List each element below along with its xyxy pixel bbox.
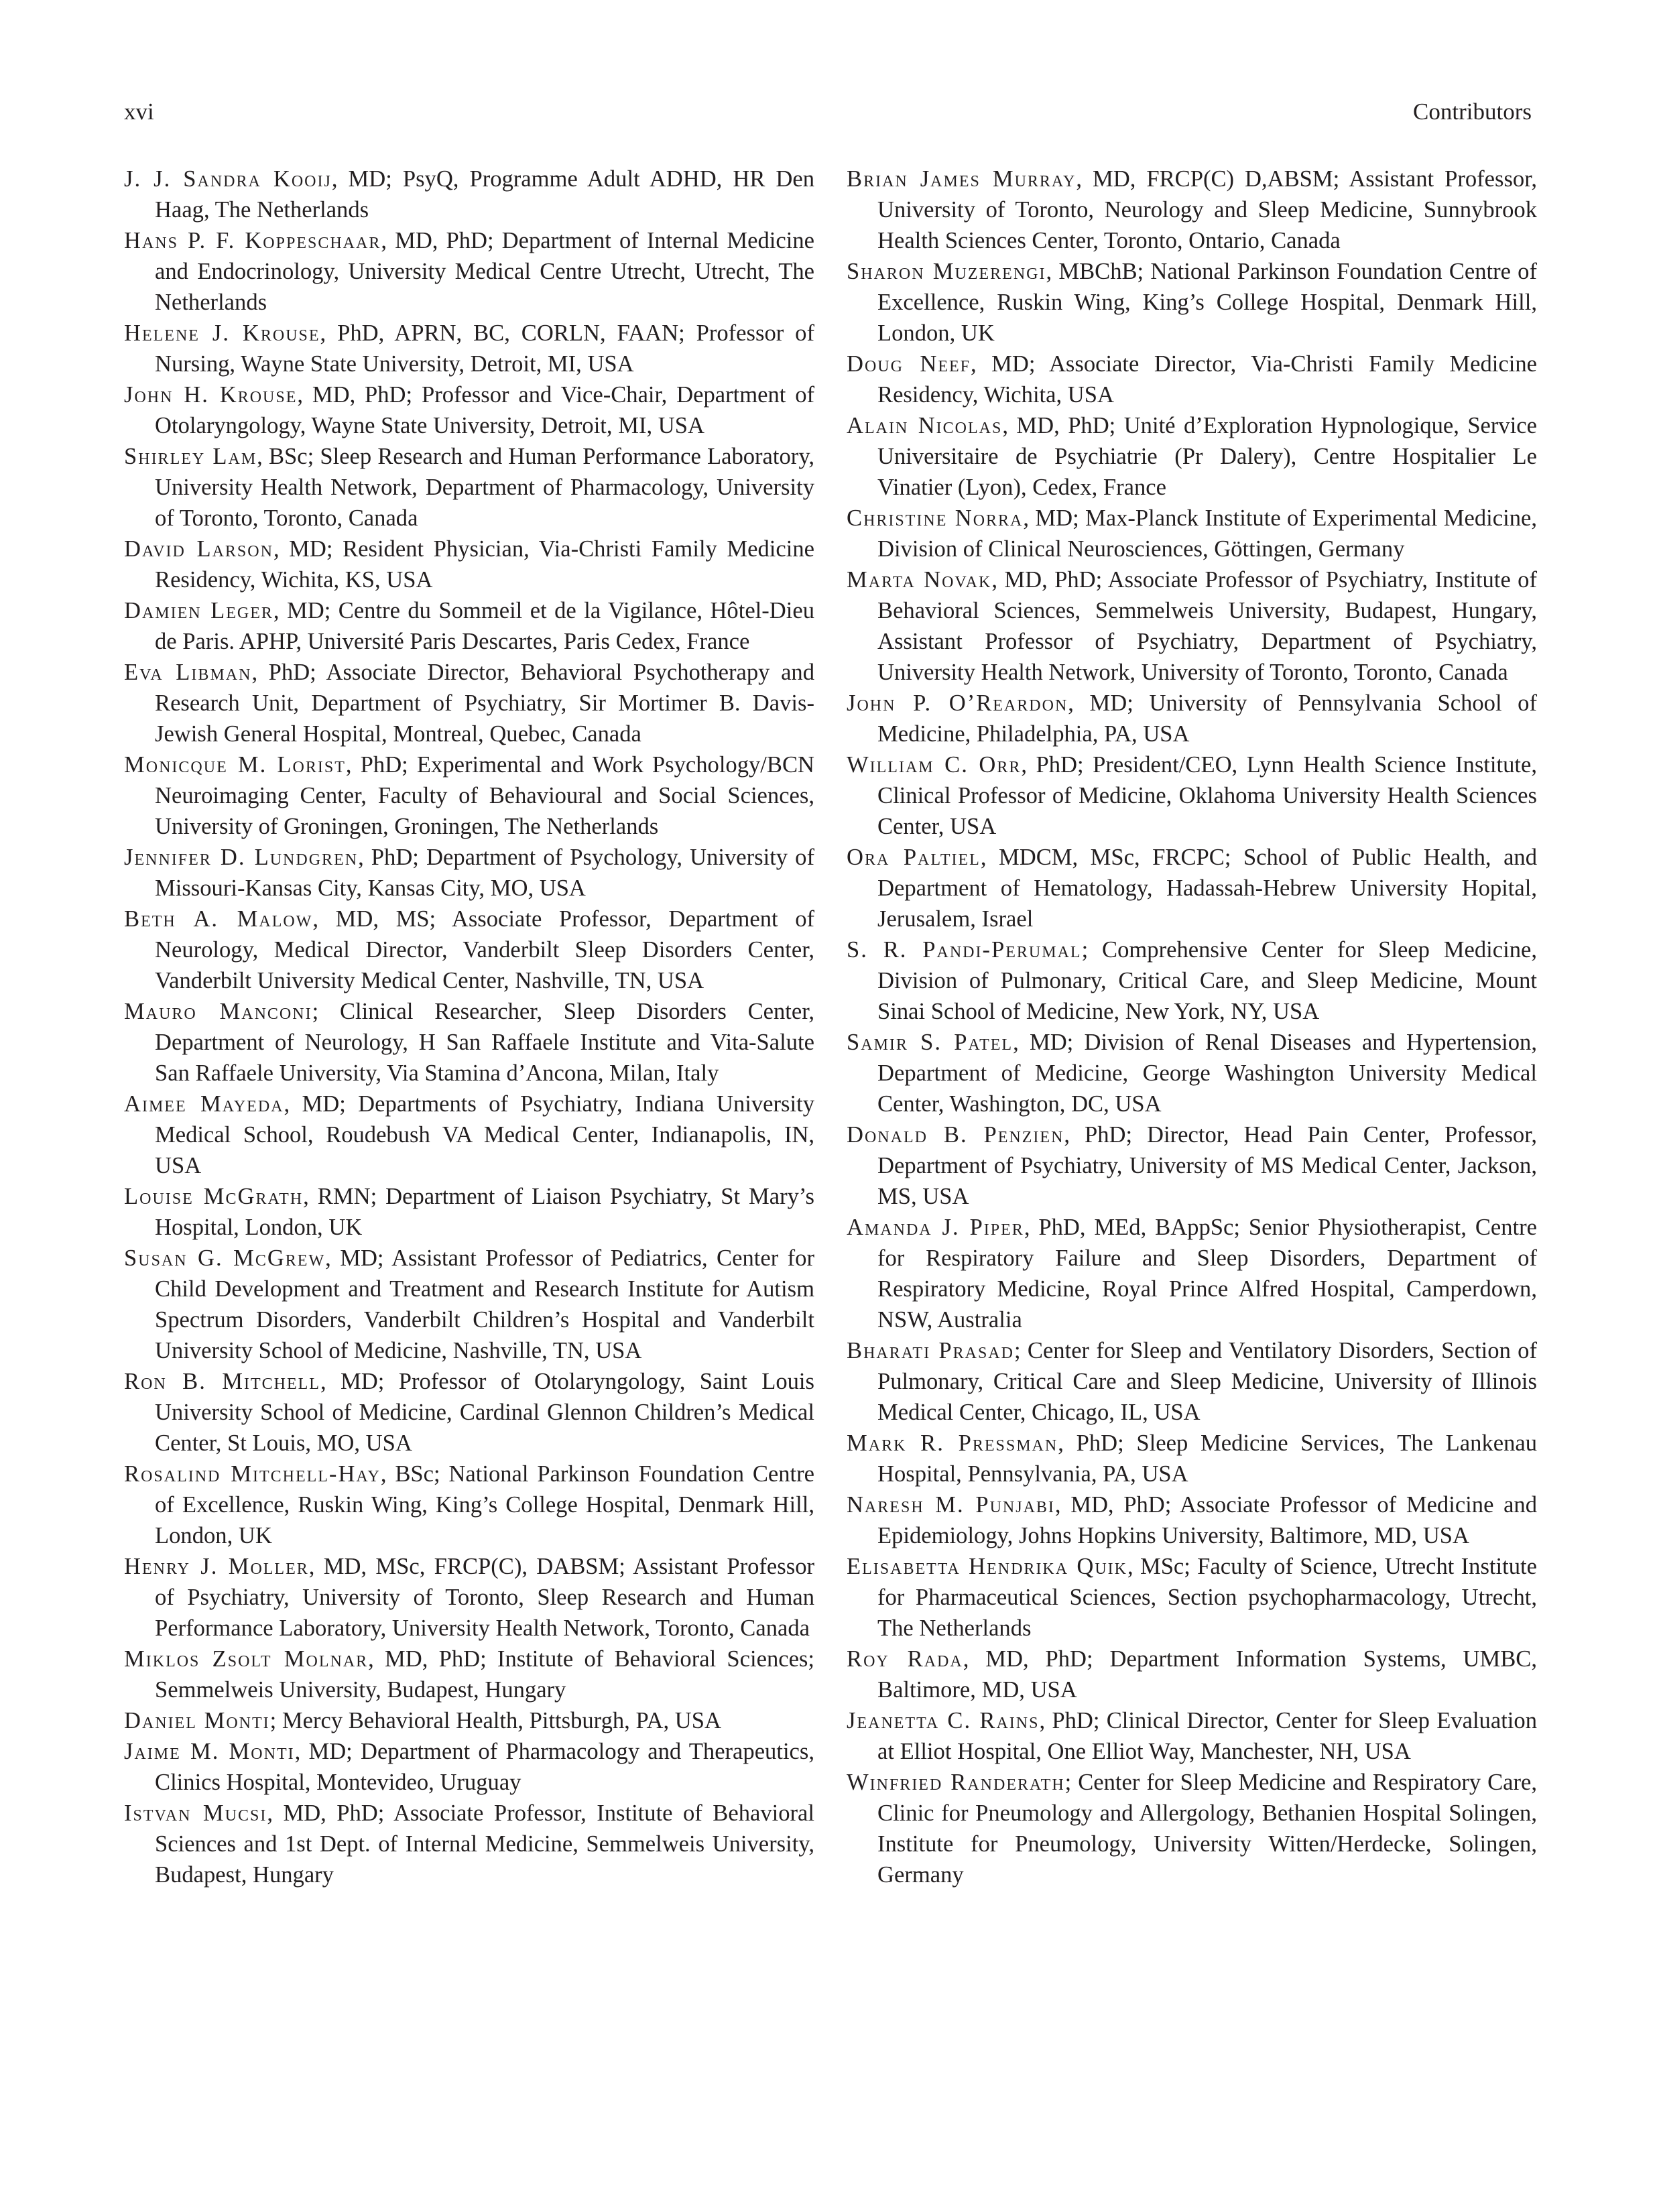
contributor-entry [847,564,1537,688]
contributor-name: Damien Leger [124,598,273,623]
contributor-entry [124,441,814,534]
contributor-entry [124,1644,814,1705]
page-number: xvi [124,99,154,125]
contributor-name: Donald B. Penzien [847,1122,1064,1148]
contributor-entry [124,1243,814,1366]
contributor-affiliation: , MD, PhD; Associate Professor of Medicine and Epidemiology, Johns Hopkins University, Baltimore, MD, USA [877,1492,1537,1548]
contributor-entry [847,934,1537,1027]
contributor-affiliation: , BSc; Sleep Research and Human Performance Laboratory, University Health Network, Department of Pharmacology, University of Toronto, Toronto, Canada [155,444,815,531]
contributor-name: Alain Nicolas [847,413,1003,438]
contributor-entry [847,1489,1537,1551]
contributor-name: Ron B. Mitchell [124,1369,320,1394]
contributor-name: Hans P. F. Koppeschaar [124,228,381,253]
contributor-entry [847,749,1537,842]
contributor-entry [847,842,1537,934]
contributor-name: Mauro Manconi [124,999,312,1024]
contributor-entry [847,256,1537,349]
contributor-name: John P. O’Reardon [847,690,1068,716]
contributor-name: Jeanetta C. Rains [847,1708,1040,1733]
contributor-affiliation: , PhD; Clinical Director, Center for Sleep Evaluation at Elliot Hospital, One Elliot Way, Manchester, NH, USA [877,1708,1537,1764]
contributor-name: Monicque M. Lorist [124,752,346,778]
contributor-entry [847,1644,1537,1705]
contributor-affiliation: , PhD, APRN, BC, CORLN, FAAN; Professor of Nursing, Wayne State University, Detroit, MI, USA [155,320,814,377]
contributor-name: Henry J. Moller [124,1554,309,1579]
contributor-entry [847,1119,1537,1212]
contributor-entry [124,225,814,318]
contributor-affiliation: , PhD; Director, Head Pain Center, Professor, Department of Psychiatry, University of MS Medical Center, Jackson, MS, USA [877,1122,1537,1209]
contributor-entry [124,996,814,1089]
contributor-name: Roy Rada [847,1646,963,1672]
contributors-left-column [124,164,814,1890]
contributor-affiliation: , MD; Resident Physician, Via-Christi Family Medicine Residency, Wichita, KS, USA [155,536,815,593]
contributor-name: Louise McGrath [124,1184,304,1209]
contributor-entry [124,657,814,749]
contributor-entry [847,503,1537,564]
contributor-entry [124,1798,814,1890]
contributor-name: Amanda J. Piper [847,1215,1024,1240]
contributor-affiliation: ; Center for Sleep and Ventilatory Disorders, Section of Pulmonary, Critical Care and Sleep Medicine, University of Illinois Medical Center, Chicago, IL, USA [877,1338,1537,1425]
contributor-affiliation: , MD; Centre du Sommeil et de la Vigilance, Hôtel-Dieu de Paris. APHP, Université Paris Descartes, Paris Cedex, France [155,598,814,654]
contributor-affiliation: , MD; Departments of Psychiatry, Indiana University Medical School, Roudebush VA Medical Center, Indianapolis, IN, USA [155,1091,814,1178]
contributor-entry [124,1736,814,1798]
contributor-entry [124,1089,814,1181]
contributor-name: Ora Paltiel [847,845,981,870]
contributors-right-column [847,164,1537,1890]
contributor-name: Sharon Muzerengi [847,259,1046,284]
contributor-affiliation: , MD; Associate Director, Via-Christi Family Medicine Residency, Wichita, USA [877,351,1537,408]
contributor-affiliation: , MD, PhD; Institute of Behavioral Sciences; Semmelweis University, Budapest, Hungary [155,1646,814,1703]
contributor-entry [847,1705,1537,1767]
contributor-entry [847,164,1537,256]
contributor-affiliation: ; Comprehensive Center for Sleep Medicine, Division of Pulmonary, Critical Care, and Sleep Medicine, Mount Sinai School of Medicine, New York, NY, USA [877,937,1538,1024]
contributor-entry [124,749,814,842]
contributor-affiliation: , PhD; Sleep Medicine Services, The Lankenau Hospital, Pennsylvania, PA, USA [877,1430,1538,1487]
contributor-entry [124,1459,814,1551]
contributor-entry [124,904,814,996]
contributor-name: Eva Libman [124,660,252,685]
section-title: Contributors [1413,99,1532,125]
contributor-affiliation: , MD, PhD; Associate Professor, Institute of Behavioral Sciences and 1st Dept. of Internal Medicine, Semmelweis University, Budapest, Hungary [155,1800,814,1888]
contributor-affiliation: , MD; Professor of Otolaryngology, Saint Louis University School of Medicine, Cardinal Glennon Children’s Medical Center, St Louis, MO, USA [155,1369,814,1456]
contributor-affiliation: , MDCM, MSc, FRCPC; School of Public Health, and Department of Hematology, Hadassah-Hebrew University Hopital, Jerusalem, Israel [877,845,1537,932]
contributor-affiliation: , PhD; Department of Psychology, University of Missouri-Kansas City, Kansas City, MO, USA [155,845,814,901]
contributor-affiliation: , MD, MS; Associate Professor, Department of Neurology, Medical Director, Vanderbilt Sleep Disorders Center, Vanderbilt University Medical Center, Nashville, TN, USA [155,906,814,993]
contributor-affiliation: , MD, FRCP(C) D,ABSM; Assistant Professor, University of Toronto, Neurology and Sleep Medicine, Sunnybrook Health Sciences Center, Toronto, Ontario, Canada [877,166,1537,253]
contributor-affiliation: , MD, PhD; Unité d’Exploration Hypnologique, Service Universitaire de Psychiatrie (Pr Dalery), Centre Hospitalier Le Vinatier (Lyon), Cedex, France [877,413,1537,500]
contributor-affiliation: , MD, MSc, FRCP(C), DABSM; Assistant Professor of Psychiatry, University of Toronto, Sleep Research and Human Performance Laboratory, University Health Network, Toronto, Canada [155,1554,814,1641]
contributor-entry [847,1027,1537,1119]
contributor-name: David Larson [124,536,273,562]
contributor-name: S. R. Pandi-Perumal [847,937,1082,963]
contributor-affiliation: , MBChB; National Parkinson Foundation Centre of Excellence, Ruskin Wing, King’s College Hospital, Denmark Hill, London, UK [877,259,1537,346]
contributor-entry [124,842,814,904]
contributor-affiliation: , MD; PsyQ, Programme Adult ADHD, HR Den Haag, The Netherlands [155,166,815,223]
contributor-affiliation: , MD; Division of Renal Diseases and Hypertension, Department of Medicine, George Washington University Medical Center, Washington, DC, USA [877,1030,1537,1117]
contributor-entry [124,1181,814,1243]
contributor-name: J. J. Sandra Kooij [124,166,332,192]
contributor-name: Winfried Randerath [847,1770,1065,1795]
contributor-affiliation: , RMN; Department of Liaison Psychiatry, St Mary’s Hospital, London, UK [155,1184,814,1240]
contributor-affiliation: , BSc; National Parkinson Foundation Centre of Excellence, Ruskin Wing, King’s College Hospital, Denmark Hill, London, UK [155,1461,814,1548]
contributor-affiliation: , PhD; President/CEO, Lynn Health Science Institute, Clinical Professor of Medicine, Oklahoma University Health Sciences Center, USA [877,752,1537,839]
contributor-affiliation: , MD, PhD; Professor and Vice-Chair, Department of Otolaryngology, Wayne State University, Detroit, MI, USA [155,382,814,438]
contributor-entry [124,318,814,379]
contributor-entry [124,1366,814,1459]
contributor-name: Mark R. Pressman [847,1430,1058,1456]
contributor-affiliation: , PhD; Experimental and Work Psychology/BCN Neuroimaging Center, Faculty of Behavioural and Social Sciences, University of Groningen, Groningen, The Netherlands [155,752,814,839]
contributor-entry [847,1335,1537,1428]
running-head [124,95,1532,129]
contributor-affiliation: , MD, PhD; Associate Professor of Psychiatry, Institute of Behavioral Sciences, Semmelweis University, Budapest, Hungary, Assistant Professor of Psychiatry, Department of Psychiatry, University Health Network, University of Toronto, Toronto, Canada [877,567,1537,685]
contributor-name: Bharati Prasad [847,1338,1014,1363]
contributor-affiliation: , PhD; Associate Director, Behavioral Psychotherapy and Research Unit, Department of Psychiatry, Sir Mortimer B. Davis-Jewish General Hospital, Montreal, Quebec, Canada [155,660,814,747]
contributor-name: Shirley Lam [124,444,257,469]
contributor-entry [124,1705,814,1736]
contributor-name: Marta Novak [847,567,992,593]
contributor-affiliation: , MD, PhD; Department Information Systems, UMBC, Baltimore, MD, USA [877,1646,1538,1703]
contributor-affiliation: , MD; Max-Planck Institute of Experimental Medicine, Division of Clinical Neurosciences, Göttingen, Germany [877,505,1537,562]
contributor-affiliation: ; Center for Sleep Medicine and Respiratory Care, Clinic for Pneumology and Allergology, Bethanien Hospital Solingen, Institute for Pneumology, University Witten/Herdecke, Solingen, Germany [877,1770,1537,1888]
contributor-entry [124,595,814,657]
contributor-entry [124,534,814,595]
contributor-name: Christine Norra [847,505,1024,531]
contributor-name: Jennifer D. Lundgren [124,845,359,870]
contributor-name: Helene J. Krouse [124,320,320,346]
contributor-affiliation: , PhD, MEd, BAppSc; Senior Physiotherapist, Centre for Respiratory Failure and Sleep Disorders, Department of Respiratory Medicine, Royal Prince Alfred Hospital, Camperdown, NSW, Australia [877,1215,1537,1333]
contributor-name: Elisabetta Hendrika Quik [847,1554,1128,1579]
contributor-name: Naresh M. Punjabi [847,1492,1055,1518]
contributor-entry [847,688,1537,749]
contributor-name: Susan G. McGrew [124,1245,326,1271]
contributor-entry [124,1551,814,1644]
contributor-name: Beth A. Malow [124,906,313,932]
contributor-entry [847,1428,1537,1489]
contributor-name: Doug Neef [847,351,971,377]
contributor-affiliation: ; Mercy Behavioral Health, Pittsburgh, PA, USA [269,1708,721,1733]
contributor-name: Jaime M. Monti [124,1739,295,1764]
contributor-name: Aimee Mayeda [124,1091,284,1117]
contributor-entry [124,379,814,441]
contributor-entry [847,410,1537,503]
contributor-entry [847,349,1537,410]
contributor-name: William C. Orr [847,752,1022,778]
contributor-entry [847,1767,1537,1890]
contributor-name: Rosalind Mitchell-Hay [124,1461,381,1487]
contributor-affiliation: , MD, PhD; Department of Internal Medicine and Endocrinology, University Medical Centre Utrecht, Utrecht, The Netherlands [155,228,814,315]
contributor-affiliation: , MD; Assistant Professor of Pediatrics, Center for Child Development and Treatment and Research Institute for Autism Spectrum Disorders, Vanderbilt Children’s Hospital and Vanderbilt University School of Medicine, Nashville, TN, USA [155,1245,814,1363]
contributor-affiliation: , MD; Department of Pharmacology and Therapeutics, Clinics Hospital, Montevideo, Uruguay [155,1739,814,1795]
contributor-affiliation: ; Clinical Researcher, Sleep Disorders Center, Department of Neurology, H San Raffaele Institute and Vita-Salute San Raffaele University, Via Stamina d’Ancona, Milan, Italy [155,999,815,1086]
contributor-name: Miklos Zsolt Molnar [124,1646,369,1672]
contributor-entry [124,164,814,225]
contributor-name: Brian James Murray [847,166,1077,192]
contributor-entry [847,1551,1537,1644]
contributor-name: Samir S. Patel [847,1030,1013,1055]
contributor-affiliation: , MSc; Faculty of Science, Utrecht Institute for Pharmaceutical Sciences, Section psychopharmacology, Utrecht, The Netherlands [877,1554,1537,1641]
contributor-name: Istvan Mucsi [124,1800,267,1826]
contributor-entry [847,1212,1537,1335]
contributor-affiliation: , MD; University of Pennsylvania School of Medicine, Philadelphia, PA, USA [877,690,1537,747]
contributor-name: John H. Krouse [124,382,298,408]
contributor-name: Daniel Monti [124,1708,270,1733]
